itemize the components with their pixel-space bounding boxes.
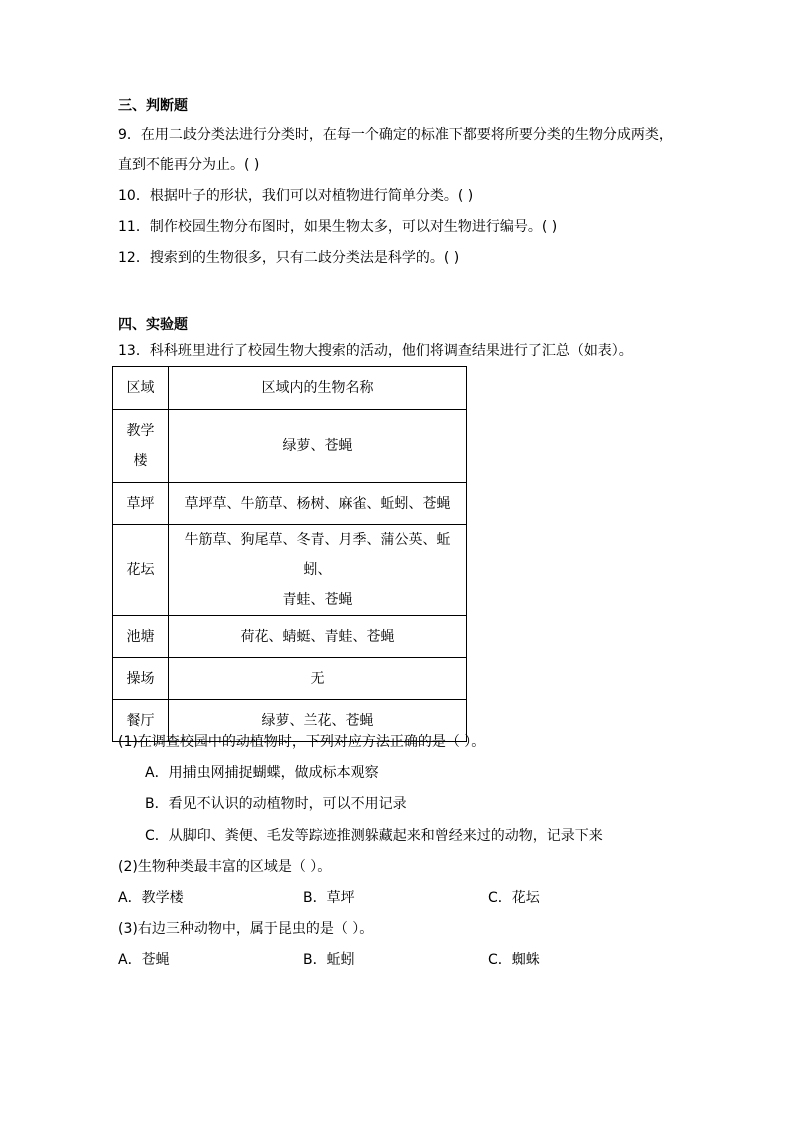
table-cell-organisms: 绿萝、兰花、苍蝇 bbox=[169, 700, 467, 742]
table-cell-area: 操场 bbox=[113, 658, 169, 700]
question-13-intro: 13．科科班里进行了校园生物大搜索的活动，他们将调查结果进行了汇总（如表）。 bbox=[118, 343, 633, 359]
sub-question-2: (2)生物种类最丰富的区域是（ ）。 bbox=[118, 859, 332, 875]
cell-text: 教学 楼 bbox=[126, 423, 155, 469]
question-11: 11．制作校园生物分布图时，如果生物太多，可以对生物进行编号。( ) bbox=[118, 219, 558, 235]
option-b: B．蚯蚓 bbox=[303, 952, 355, 968]
question-12: 12．搜索到的生物很多，只有二歧分类法是科学的。( ) bbox=[118, 250, 460, 266]
table-cell-area: 花坛 bbox=[113, 525, 169, 616]
table-row bbox=[113, 616, 467, 658]
section-3-title: 三、判断题 bbox=[118, 98, 188, 114]
table-row bbox=[113, 410, 467, 483]
option-a: A．教学楼 bbox=[118, 890, 184, 906]
sub-question-1-option-a: A．用捕虫网捕捉蝴蝶，做成标本观察 bbox=[145, 765, 379, 781]
table-cell-area: 餐厅 bbox=[113, 700, 169, 742]
option-a: A．苍蝇 bbox=[118, 952, 170, 968]
table-cell-area: 草坪 bbox=[113, 483, 169, 525]
sub-question-1-option-b: B．看见不认识的动植物时，可以不用记录 bbox=[145, 796, 407, 812]
table-cell-organisms: 无 bbox=[169, 658, 467, 700]
question-9-line-2: 直到不能再分为止。( ) bbox=[118, 157, 260, 173]
table-cell-organisms: 草坪草、牛筋草、杨树、麻雀、蚯蚓、苍蝇 bbox=[169, 483, 467, 525]
sub-question-3-options bbox=[118, 950, 678, 970]
table-row bbox=[113, 525, 467, 616]
option-c: C．蜘蛛 bbox=[488, 952, 540, 968]
table-header-cell: 区域内的生物名称 bbox=[169, 367, 467, 410]
sub-question-1: (1)在调查校园中的动植物时，下列对应方法正确的是（ ）。 bbox=[118, 734, 486, 750]
question-9-line-1: 9．在用二歧分类法进行分类时，在每一个确定的标准下都要将所要分类的生物分成两类， bbox=[118, 127, 673, 143]
table-cell-area: 池塘 bbox=[113, 616, 169, 658]
table-cell-organisms: 荷花、蜻蜓、青蛙、苍蝇 bbox=[169, 616, 467, 658]
cell-text: 牛筋草、狗尾草、冬青、月季、蒲公英、蚯蚓、 青蛙、苍蝇 bbox=[184, 532, 451, 608]
option-c: C．花坛 bbox=[488, 890, 540, 906]
survey-table bbox=[112, 366, 467, 742]
table-row bbox=[113, 483, 467, 525]
option-b: B．草坪 bbox=[303, 890, 355, 906]
sub-question-2-options bbox=[118, 888, 678, 908]
sub-question-1-option-c: C．从脚印、粪便、毛发等踪迹推测躲藏起来和曾经来过的动物，记录下来 bbox=[145, 828, 603, 844]
section-4-title: 四、实验题 bbox=[118, 317, 188, 333]
table-row bbox=[113, 658, 467, 700]
table-header-row bbox=[113, 367, 467, 410]
sub-question-3: (3)右边三种动物中，属于昆虫的是（ ）。 bbox=[118, 921, 374, 937]
table-cell-organisms bbox=[169, 525, 467, 616]
table-cell-organisms: 绿萝、苍蝇 bbox=[169, 410, 467, 483]
question-10: 10．根据叶子的形状，我们可以对植物进行简单分类。( ) bbox=[118, 188, 474, 204]
table-cell-area bbox=[113, 410, 169, 483]
table-header-cell: 区域 bbox=[113, 367, 169, 410]
